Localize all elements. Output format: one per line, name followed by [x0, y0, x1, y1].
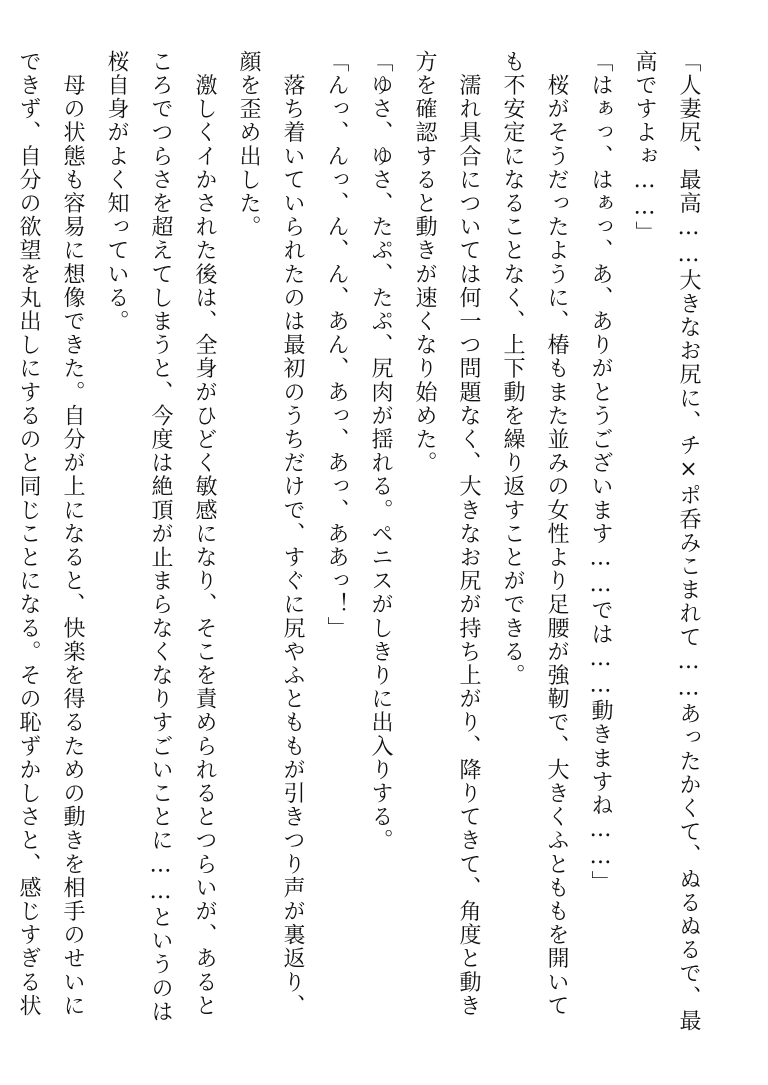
text-column: 落ち着いていられたのは最初のうちだけで、すぐに尻やふとももが引きつり声が裏返り、 — [280, 50, 305, 1018]
text-column: 顔を歪め出した。 — [236, 50, 261, 239]
text-column: 「はぁっ、はぁっ、あ、ありがとうございます……では……動きますね……」 — [588, 50, 613, 894]
text-column: 「んっ、んっ、ん、ん、あん、あっ、あっ、ああっ！」 — [324, 50, 349, 640]
text-column: ころでつらさを超えてしまうと、今度は絶頂が止まらなくなりすごいことに……というのは — [148, 50, 173, 1024]
vertical-text-body — [6, 50, 710, 1050]
text-column: 母の状態も容易に想像できた。自分が上になると、快楽を得るための動きを相手のせいに — [60, 50, 85, 1018]
text-column: 高ですよぉ……」 — [632, 50, 657, 245]
text-column: 桜自身がよく知っている。 — [104, 50, 129, 334]
text-column: 方を確認すると動きが速くなり始めた。 — [412, 50, 437, 475]
text-column: 濡れ具合については何一つ問題なく、大きなお尻が持ち上がり、降りてきて、角度と動き — [456, 50, 481, 1018]
text-column: も不安定になることなく、上下動を繰り返すことができる。 — [500, 50, 525, 688]
text-column: 「人妻尻、最高……大きなお尻に、チ×ポ呑みこまれて……あったかくて、ぬるぬるで、最 — [676, 50, 701, 1033]
text-column: 「ゆさ、ゆさ、たぷ、たぷ、尻肉が揺れる。ペニスがしきりに出入りする。 — [368, 50, 393, 853]
text-column: できず、自分の欲望を丸出しにするのと同じことになる。その恥ずかしさと、感じすぎる状 — [16, 50, 41, 1018]
text-column: 桜がそうだったように、椿もまた並みの女性より足腰が強靭で、大きくふとももを開いて — [544, 50, 569, 1018]
text-column: 激しくイかされた後は、全身がひどく敏感になり、そこを責められるとつらいが、あると — [192, 50, 217, 1018]
